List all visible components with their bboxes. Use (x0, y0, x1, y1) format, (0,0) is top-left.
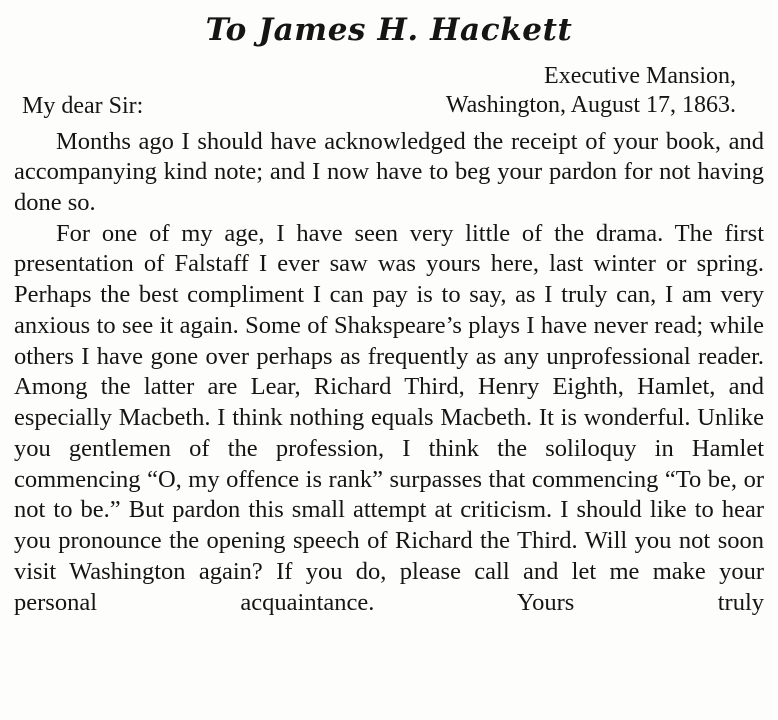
letter-body (14, 127, 764, 649)
salutation: My dear Sir: (22, 93, 144, 119)
heading-dateline: Washington, August 17, 1863. (445, 92, 736, 119)
page-title: To James H. Hackett (205, 12, 573, 48)
paragraph: Months ago I should have acknowledged the receipt of your book, and accompanying kind note; and I now have to beg your pardon for not having done so. (14, 127, 764, 216)
heading-place: Executive Mansion, (544, 63, 736, 89)
paragraph: For one of my age, I have seen very little of the drama. The first presentation of Falstaff I ever saw was yours here, last winter or spring. Perhaps the best compliment I can pay is to say, as I truly can, I am very anxious to see it again. Some of Shakspeare’s plays I have never read; while others I have gone over perhaps as frequently as any unprofessional reader. Among the latter are Lear, Richard Third, Henry Eighth, Hamlet, and especially Macbeth. I think nothing equals Macbeth. It is wonderful. Unlike you gentlemen of the profession, I think the soliloquy in Hamlet commencing “O, my offence is rank” surpasses that commencing “To be, or not to be.” But pardon this small attempt at criticism. I should like to hear you pronounce the opening speech of Richard the Third. Will you not soon visit Washington again? If you do, please call and let me make your personal acquaintance. Yours truly (14, 219, 764, 616)
